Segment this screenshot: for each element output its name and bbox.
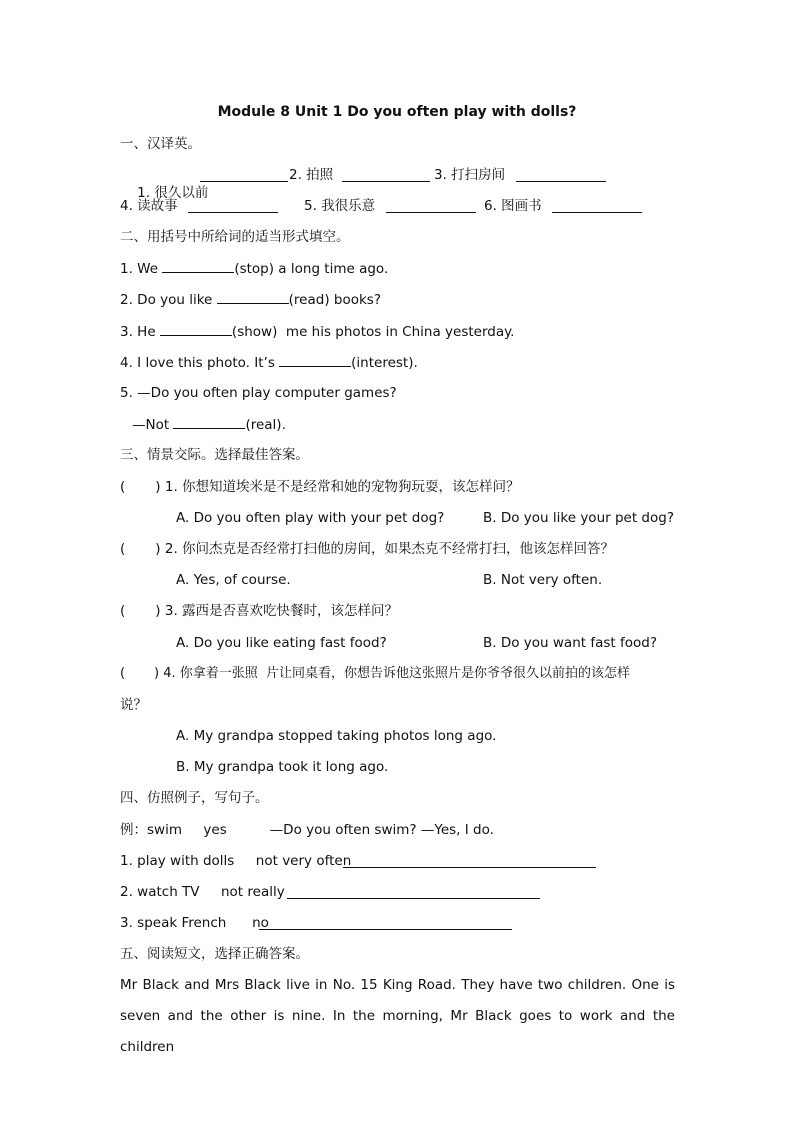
write-blank-2[interactable] [287,885,540,899]
answer-parentheses[interactable]: ( ) [120,666,160,681]
section4-heading: 四、仿照例子，写句子。 [120,790,269,806]
write-blank-3[interactable] [259,916,512,930]
fill-question-1 [120,259,388,278]
fill-question-4 [120,353,418,372]
write-question-3: 3. speak French no [120,915,269,931]
question-continuation: 说？ [120,697,147,713]
option-a: A. Yes, of course. [176,572,291,588]
section5-heading: 五、阅读短文，选择正确答案。 [120,946,309,962]
option-a: A. Do you like eating fast food? [176,635,387,651]
write-blank-1[interactable] [343,854,596,868]
fill-question-5: 5. —Do you often play computer games? [120,385,397,401]
answer-parentheses[interactable]: ( ) [120,479,161,495]
question-hint: (interest). [351,355,418,371]
question-text: 2. 你问杰克是否经常打扫他的房间，如果杰克不经常打扫，他该怎样回答？ [164,541,615,557]
answer-parentheses[interactable]: ( ) [120,603,161,619]
question-hint: (real). [245,417,286,433]
option-b: B. Do you like your pet dog? [483,510,674,526]
option-a: A. Do you often play with your pet dog? [176,510,445,526]
question-text: —Not [132,417,174,433]
answer-blank-4[interactable] [188,199,278,213]
section1-heading: 一、汉译英。 [120,136,201,152]
question-text: 1. 你想知道埃米是不是经常和她的宠物狗玩耍，该怎样问？ [164,479,520,495]
question-text: 4. 你拿着一张照 片让同桌看，你想告诉他这张照片是你爷爷很久以前拍的该怎样 [163,666,631,681]
fill-blank[interactable] [173,415,245,429]
question-text: 3. 露西是否喜欢吃快餐时，该怎样问？ [164,603,399,619]
fill-blank[interactable] [162,259,234,273]
reading-passage-line-2: seven and the other is nine. In the morning, Mr Black goes to work and the children [120,1008,675,1055]
choice-question-4 [120,665,630,683]
reading-passage-line-1: Mr Black and Mrs Black live in No. 15 King Road. They have two children. One is [120,977,675,993]
page-title: Module 8 Unit 1 Do you often play with dolls? [217,104,577,120]
fill-blank[interactable] [160,322,232,336]
option-b: B. My grandpa took it long ago. [176,759,389,775]
item-1-label: 1. 很久以前 [137,185,209,201]
option-b: B. Not very often. [483,572,603,588]
question-text: 3. He [120,324,160,340]
item-6-label: 6. 图画书 [484,198,542,214]
question-hint: (show) me his photos in China yesterday. [231,324,515,340]
choice-question-3 [120,602,398,620]
option-a: A. My grandpa stopped taking photos long ago. [176,728,497,744]
write-question-1: 1. play with dolls not very often [120,853,352,869]
item-3-label: 3. 打扫房间 [434,167,506,183]
question-text: 4. I love this photo. It’s [120,355,280,371]
example-sentence: 例：swim yes —Do you often swim? —Yes, I do. [120,822,494,838]
question-hint: (stop) a long time ago. [234,261,389,277]
answer-blank-1[interactable] [200,168,288,182]
answer-blank-6[interactable] [552,199,642,213]
write-question-2: 2. watch TV not really [120,884,290,900]
answer-blank-3[interactable] [516,168,606,182]
answer-blank-2[interactable] [342,168,430,182]
item-5-label: 5. 我很乐意 [304,198,376,214]
question-text: 1. We [120,261,163,277]
answer-blank-5[interactable] [386,199,476,213]
choice-question-2 [120,540,614,558]
fill-question-3 [120,322,514,341]
question-text: 2. Do you like [120,292,217,308]
item-4-label: 4. 读故事 [120,198,178,214]
section3-heading: 三、情景交际。选择最佳答案。 [120,447,309,463]
question-hint: (read) books? [288,292,381,308]
answer-parentheses[interactable]: ( ) [120,541,161,557]
fill-question-5-reply [132,415,286,434]
fill-blank[interactable] [279,353,351,367]
section2-heading: 二、用括号中所给词的适当形式填空。 [120,229,350,245]
item-2-label: 2. 拍照 [289,167,334,183]
fill-question-2 [120,290,381,309]
fill-blank[interactable] [217,290,289,304]
option-b: B. Do you want fast food? [483,635,657,651]
choice-question-1 [120,478,520,496]
